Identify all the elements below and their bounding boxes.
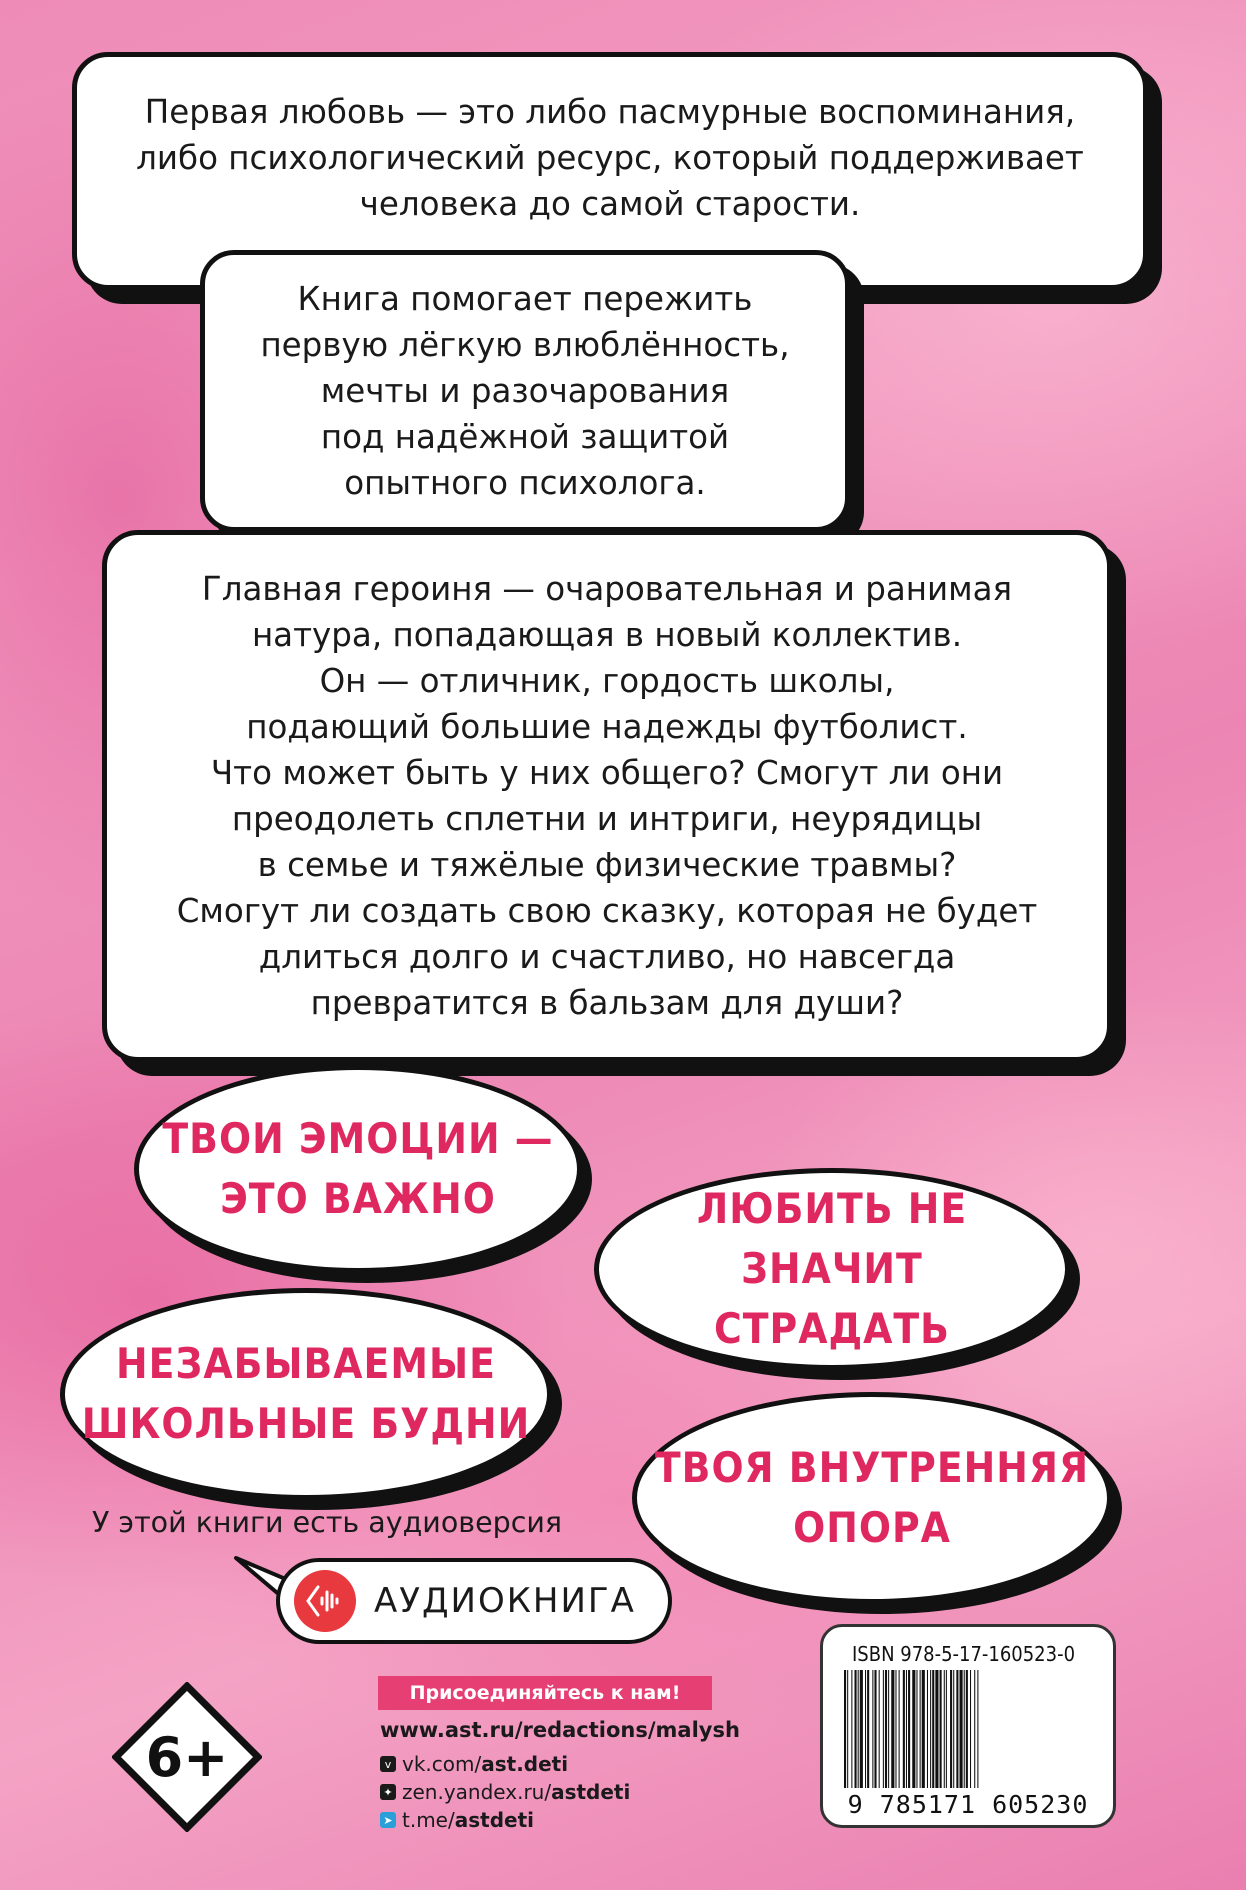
barcode bbox=[842, 1670, 1094, 1788]
social-handle: astdeti bbox=[454, 1808, 534, 1832]
vk-icon: v bbox=[380, 1756, 396, 1772]
audiobook-label: АУДИОКНИГА bbox=[374, 1581, 636, 1621]
audio-note: У этой книги есть аудиоверсия bbox=[92, 1506, 563, 1539]
ean-digits: 9 785171 605230 bbox=[847, 1790, 1089, 1819]
telegram-icon: ➤ bbox=[380, 1812, 396, 1828]
publisher-site-link[interactable]: www.ast.ru/redactions/malysh bbox=[380, 1718, 740, 1742]
social-link-telegram[interactable] bbox=[380, 1808, 534, 1832]
join-us-banner: Присоединяйтесь к нам! bbox=[378, 1676, 712, 1710]
social-handle: ast.deti bbox=[481, 1752, 569, 1776]
bubble-school: НЕЗАБЫВАЕМЫЕ ШКОЛЬНЫЕ БУДНИ bbox=[60, 1288, 552, 1500]
social-prefix: vk.com/ bbox=[402, 1752, 482, 1776]
audiobook-icon bbox=[294, 1570, 356, 1632]
plot-box bbox=[102, 530, 1112, 1062]
plot-text: Главная героиня — очаровательная и ранимая натура, попадающая в новый коллектив. Он — отличник, гордость школы, подающий большие надежды футболист. Что может быть у них общего? Смогут ли они преодолеть сплетни и интриги, неурядицы в семье и тяжёлые физические травмы? Смогут ли создать свою сказку, которая не будет длиться долго и счастливо, но навсегда превратится в бальзам для души? bbox=[176, 570, 1038, 1022]
isbn-label: ISBN 978-5-17-160523-0 bbox=[852, 1642, 1076, 1666]
age-rating-label: 6+ bbox=[145, 1725, 229, 1789]
social-link-vk[interactable] bbox=[380, 1752, 568, 1776]
social-prefix: t.me/ bbox=[402, 1808, 455, 1832]
bubble-love: ЛЮБИТЬ НЕ ЗНАЧИТ СТРАДАТЬ bbox=[594, 1168, 1070, 1370]
about-text: Книга помогает пережить первую лёгкую влюблённость, мечты и разочарования под надёжной защитой опытного психолога. bbox=[260, 280, 790, 502]
social-link-zen[interactable] bbox=[380, 1780, 630, 1804]
social-handle: astdeti bbox=[551, 1780, 631, 1804]
zen-icon: ✦ bbox=[380, 1784, 396, 1800]
bubble-emotions: ТВОИ ЭМОЦИИ — ЭТО ВАЖНО bbox=[134, 1065, 582, 1273]
audiobook-badge[interactable] bbox=[276, 1558, 672, 1644]
intro-text: Первая любовь — это либо пасмурные воспоминания, либо психологический ресурс, который поддерживает человека до самой старости. bbox=[136, 93, 1084, 223]
social-prefix: zen.yandex.ru/ bbox=[402, 1780, 552, 1804]
about-box bbox=[200, 250, 850, 532]
bubble-support: ТВОЯ ВНУТРЕННЯЯ ОПОРА bbox=[632, 1392, 1112, 1604]
